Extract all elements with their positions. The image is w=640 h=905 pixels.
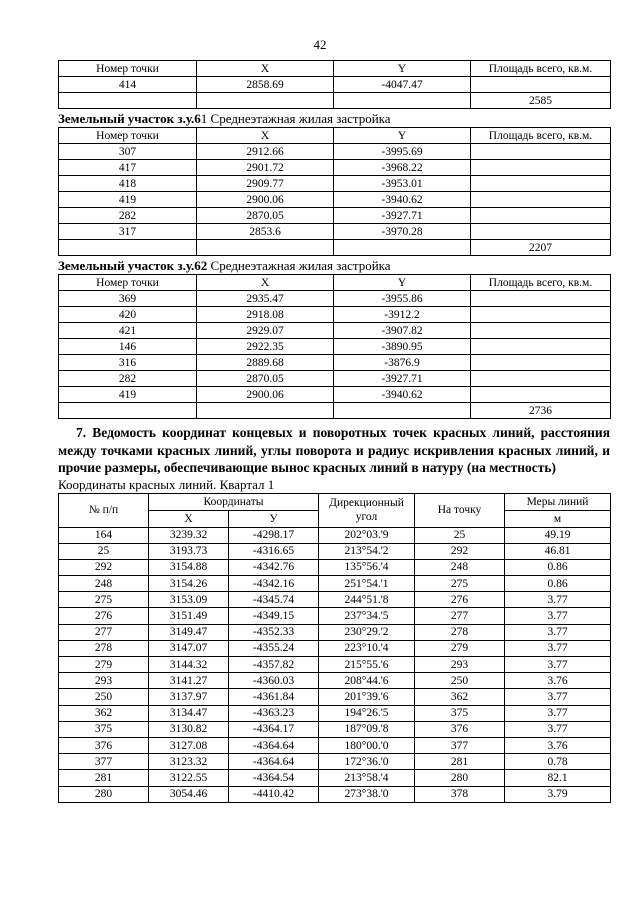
table-row: [59, 192, 611, 208]
table-row: [59, 208, 611, 224]
table-cell: 0.86: [505, 559, 611, 575]
table-cell: 248: [59, 576, 149, 592]
table-row: [59, 689, 611, 705]
table-cell: 375: [59, 721, 149, 737]
table-cell: 213°54.'2: [319, 543, 415, 559]
table-row: [59, 355, 611, 371]
col-header-y: У: [229, 510, 319, 527]
table-cell: 2922.35: [197, 339, 334, 355]
plot-62-title: Земельный участок з.у.62 Среднеэтажная жилая застройка: [58, 258, 391, 273]
area-total-value: 2585: [471, 93, 611, 109]
table-row: [59, 737, 611, 753]
table-cell: 237°34.'5: [319, 608, 415, 624]
table-cell: 273°38.'0: [319, 786, 415, 802]
table-cell: 3193.73: [149, 543, 229, 559]
table-cell: 3147.07: [149, 640, 229, 656]
table-cell: [471, 291, 611, 307]
table-cell: [334, 403, 471, 419]
col-header-x: X: [149, 510, 229, 527]
table-header-row: [59, 61, 611, 77]
table-cell: 414: [59, 77, 197, 93]
col-header-direction: Дирекционный угол: [319, 493, 415, 527]
coords-table-plot-61: [58, 127, 611, 256]
col-header-measures: Меры линий: [505, 493, 611, 510]
table-cell: 375: [415, 705, 505, 721]
col-header-area: Площадь всего, кв.м.: [471, 61, 611, 77]
table-cell: 275: [59, 592, 149, 608]
table-cell: 3141.27: [149, 673, 229, 689]
table-cell: -4364.64: [229, 737, 319, 753]
table-row: [59, 144, 611, 160]
table-cell: -3927.71: [334, 208, 471, 224]
table-cell: -4345.74: [229, 592, 319, 608]
table-cell: 180°00.'0: [319, 737, 415, 753]
table-row: [59, 624, 611, 640]
page-number: 42: [313, 37, 327, 52]
table-cell: 250: [415, 673, 505, 689]
table-cell: 2900.06: [197, 387, 334, 403]
table-cell: -4349.15: [229, 608, 319, 624]
table-cell: 276: [415, 592, 505, 608]
table-cell: [471, 208, 611, 224]
table-row: [59, 640, 611, 656]
table-cell: 3123.32: [149, 754, 229, 770]
table-cell: [471, 355, 611, 371]
table-cell: 3.77: [505, 689, 611, 705]
red-table-header-row-1: [59, 493, 611, 510]
col-header-area: Площадь всего, кв.м.: [471, 275, 611, 291]
table-cell: -3968.22: [334, 160, 471, 176]
table-cell: 2929.07: [197, 323, 334, 339]
table-cell: 2909.77: [197, 176, 334, 192]
table-cell: 3.76: [505, 737, 611, 753]
col-header-unit: м: [505, 510, 611, 527]
table-cell: 278: [415, 624, 505, 640]
table-cell: -4360.03: [229, 673, 319, 689]
table-row: [59, 224, 611, 240]
table-cell: -3953.01: [334, 176, 471, 192]
table-row: [59, 754, 611, 770]
table-cell: -3907.82: [334, 323, 471, 339]
table-cell: 419: [59, 192, 197, 208]
table-cell: 3.76: [505, 673, 611, 689]
table-cell: 278: [59, 640, 149, 656]
table-cell: [59, 240, 197, 256]
area-total-row: [59, 240, 611, 256]
table-row: [59, 323, 611, 339]
table-row: [59, 673, 611, 689]
table-cell: 280: [59, 786, 149, 802]
table-cell: 2901.72: [197, 160, 334, 176]
table-cell: [471, 77, 611, 93]
table-cell: 3.79: [505, 786, 611, 802]
table-cell: 3054.46: [149, 786, 229, 802]
table-cell: 3.77: [505, 721, 611, 737]
table-cell: 2918.08: [197, 307, 334, 323]
table-cell: 420: [59, 307, 197, 323]
table-cell: 377: [59, 754, 149, 770]
table-cell: -3995.69: [334, 144, 471, 160]
table-row: [59, 576, 611, 592]
table-cell: 223°10.'4: [319, 640, 415, 656]
table-cell: 376: [59, 737, 149, 753]
table-cell: 282: [59, 371, 197, 387]
table-cell: 135°56.'4: [319, 559, 415, 575]
table-cell: 293: [59, 673, 149, 689]
table-cell: 25: [59, 543, 149, 559]
table-cell: -3955.86: [334, 291, 471, 307]
table-cell: 292: [415, 543, 505, 559]
table-cell: 0.78: [505, 754, 611, 770]
table-cell: 0.86: [505, 576, 611, 592]
table-cell: 3151.49: [149, 608, 229, 624]
red-lines-table: [58, 493, 611, 803]
area-total-value: 2736: [471, 403, 611, 419]
table-cell: 172°36.'0: [319, 754, 415, 770]
table-cell: 201°39.'6: [319, 689, 415, 705]
table-cell: -4357.82: [229, 657, 319, 673]
col-header-point: Номер точки: [59, 275, 197, 291]
col-header-point: Номер точки: [59, 61, 197, 77]
col-header-x: X: [197, 128, 334, 144]
table-cell: 362: [59, 705, 149, 721]
table-cell: 317: [59, 224, 197, 240]
table-cell: [471, 192, 611, 208]
table-header-row: [59, 128, 611, 144]
col-header-num: № п/п: [59, 493, 149, 527]
table-cell: 215°55.'6: [319, 657, 415, 673]
table-cell: 3137.97: [149, 689, 229, 705]
table-cell: 277: [59, 624, 149, 640]
table-cell: 281: [59, 770, 149, 786]
table-cell: 419: [59, 387, 197, 403]
table-cell: 164: [59, 527, 149, 543]
table-header-row: [59, 275, 611, 291]
table-row: [59, 307, 611, 323]
col-header-point: Номер точки: [59, 128, 197, 144]
section-7-subheading: Координаты красных линий. Квартал 1: [58, 476, 275, 492]
col-header-coords: Координаты: [149, 493, 319, 510]
table-cell: [471, 144, 611, 160]
plot-61-title: Земельный участок з.у.61 Среднеэтажная жилая застройка: [58, 111, 391, 126]
table-cell: 25: [415, 527, 505, 543]
table-row: [59, 592, 611, 608]
col-header-to-point: На точку: [415, 493, 505, 527]
table-cell: 275: [415, 576, 505, 592]
table-row: [59, 657, 611, 673]
table-cell: 46.81: [505, 543, 611, 559]
table-cell: 280: [415, 770, 505, 786]
table-cell: -3912.2: [334, 307, 471, 323]
table-cell: 3127.08: [149, 737, 229, 753]
table-cell: 276: [59, 608, 149, 624]
table-cell: -4352.33: [229, 624, 319, 640]
table-cell: 3.77: [505, 705, 611, 721]
table-cell: 2853.6: [197, 224, 334, 240]
table-cell: 146: [59, 339, 197, 355]
area-total-row: [59, 403, 611, 419]
table-cell: [471, 323, 611, 339]
table-cell: -4047.47: [334, 77, 471, 93]
col-header-y: Y: [334, 275, 471, 291]
table-row: [59, 543, 611, 559]
table-row: [59, 77, 611, 93]
table-row: [59, 786, 611, 802]
table-cell: 250: [59, 689, 149, 705]
table-cell: 3.77: [505, 592, 611, 608]
col-header-y: Y: [334, 128, 471, 144]
table-row: [59, 291, 611, 307]
table-row: [59, 371, 611, 387]
table-cell: [334, 240, 471, 256]
table-cell: 362: [415, 689, 505, 705]
table-cell: 3.77: [505, 608, 611, 624]
table-cell: 369: [59, 291, 197, 307]
table-cell: 3144.32: [149, 657, 229, 673]
table-cell: 3122.55: [149, 770, 229, 786]
table-cell: 376: [415, 721, 505, 737]
table-cell: 3134.47: [149, 705, 229, 721]
table-cell: 378: [415, 786, 505, 802]
table-cell: 3.77: [505, 640, 611, 656]
table-cell: -3927.71: [334, 371, 471, 387]
table-cell: -4364.64: [229, 754, 319, 770]
table-cell: [59, 403, 197, 419]
table-cell: -4364.54: [229, 770, 319, 786]
table-cell: -4410.42: [229, 786, 319, 802]
table-cell: [471, 160, 611, 176]
table-cell: -3890.95: [334, 339, 471, 355]
table-cell: [197, 403, 334, 419]
table-cell: 194°26.'5: [319, 705, 415, 721]
table-cell: -3876.9: [334, 355, 471, 371]
table-cell: 2935.47: [197, 291, 334, 307]
table-cell: 3239.32: [149, 527, 229, 543]
table-row: [59, 387, 611, 403]
table-row: [59, 339, 611, 355]
table-cell: 2900.06: [197, 192, 334, 208]
table-cell: 3153.09: [149, 592, 229, 608]
table-cell: 202°03.'9: [319, 527, 415, 543]
table-cell: 307: [59, 144, 197, 160]
table-cell: -4342.16: [229, 576, 319, 592]
table-cell: 230°29.'2: [319, 624, 415, 640]
area-total-row: [59, 93, 611, 109]
table-cell: [471, 224, 611, 240]
table-cell: 293: [415, 657, 505, 673]
col-header-y: Y: [334, 61, 471, 77]
coords-table-plot-62: [58, 274, 611, 419]
table-cell: 251°54.'1: [319, 576, 415, 592]
table-cell: 292: [59, 559, 149, 575]
col-header-area: Площадь всего, кв.м.: [471, 128, 611, 144]
table-cell: -4342.76: [229, 559, 319, 575]
table-cell: -4361.84: [229, 689, 319, 705]
table-cell: [197, 240, 334, 256]
table-row: [59, 559, 611, 575]
table-cell: 3149.47: [149, 624, 229, 640]
table-cell: -4298.17: [229, 527, 319, 543]
table-row: [59, 176, 611, 192]
table-cell: -4316.65: [229, 543, 319, 559]
table-cell: 3.77: [505, 657, 611, 673]
table-cell: 3.77: [505, 624, 611, 640]
section-7-heading: 7. Ведомость координат концевых и поворотных точек красных линий, расстояния между точками красных линий, углы поворота и радиус искривления красных линий, и прочие размеры, обеспечивающие вынос красных линий в натуру (на местность): [58, 425, 610, 475]
table-cell: 421: [59, 323, 197, 339]
area-total-value: 2207: [471, 240, 611, 256]
table-cell: 418: [59, 176, 197, 192]
table-row: [59, 721, 611, 737]
table-row: [59, 770, 611, 786]
table-cell: 3154.88: [149, 559, 229, 575]
table-cell: [471, 176, 611, 192]
col-header-x: X: [197, 61, 334, 77]
table-cell: [59, 93, 197, 109]
table-cell: -3940.62: [334, 192, 471, 208]
table-cell: 82.1: [505, 770, 611, 786]
table-cell: 377: [415, 737, 505, 753]
table-cell: 417: [59, 160, 197, 176]
table-cell: 2870.05: [197, 371, 334, 387]
table-cell: 2858.69: [197, 77, 334, 93]
table-cell: 3154.26: [149, 576, 229, 592]
table-cell: [471, 307, 611, 323]
table-row: [59, 160, 611, 176]
table-cell: 279: [59, 657, 149, 673]
table-cell: 281: [415, 754, 505, 770]
table-row: [59, 527, 611, 543]
table-cell: [471, 387, 611, 403]
table-cell: -3970.28: [334, 224, 471, 240]
table-cell: -4355.24: [229, 640, 319, 656]
table-cell: [334, 93, 471, 109]
table-cell: 244°51.'8: [319, 592, 415, 608]
table-cell: [471, 339, 611, 355]
table-cell: 213°58.'4: [319, 770, 415, 786]
col-header-x: X: [197, 275, 334, 291]
table-cell: -3940.62: [334, 387, 471, 403]
table-cell: [197, 93, 334, 109]
table-cell: 3130.82: [149, 721, 229, 737]
page-content: [58, 60, 610, 803]
table-cell: 49.19: [505, 527, 611, 543]
table-cell: 187°09.'8: [319, 721, 415, 737]
coords-table-414: [58, 60, 611, 109]
table-cell: 248: [415, 559, 505, 575]
table-cell: 282: [59, 208, 197, 224]
table-cell: -4364.17: [229, 721, 319, 737]
table-cell: 2870.05: [197, 208, 334, 224]
table-cell: [471, 371, 611, 387]
table-cell: -4363.23: [229, 705, 319, 721]
table-cell: 2912.66: [197, 144, 334, 160]
table-cell: 316: [59, 355, 197, 371]
table-row: [59, 608, 611, 624]
table-cell: 208°44.'6: [319, 673, 415, 689]
table-row: [59, 705, 611, 721]
table-cell: 279: [415, 640, 505, 656]
table-cell: 2889.68: [197, 355, 334, 371]
table-cell: 277: [415, 608, 505, 624]
